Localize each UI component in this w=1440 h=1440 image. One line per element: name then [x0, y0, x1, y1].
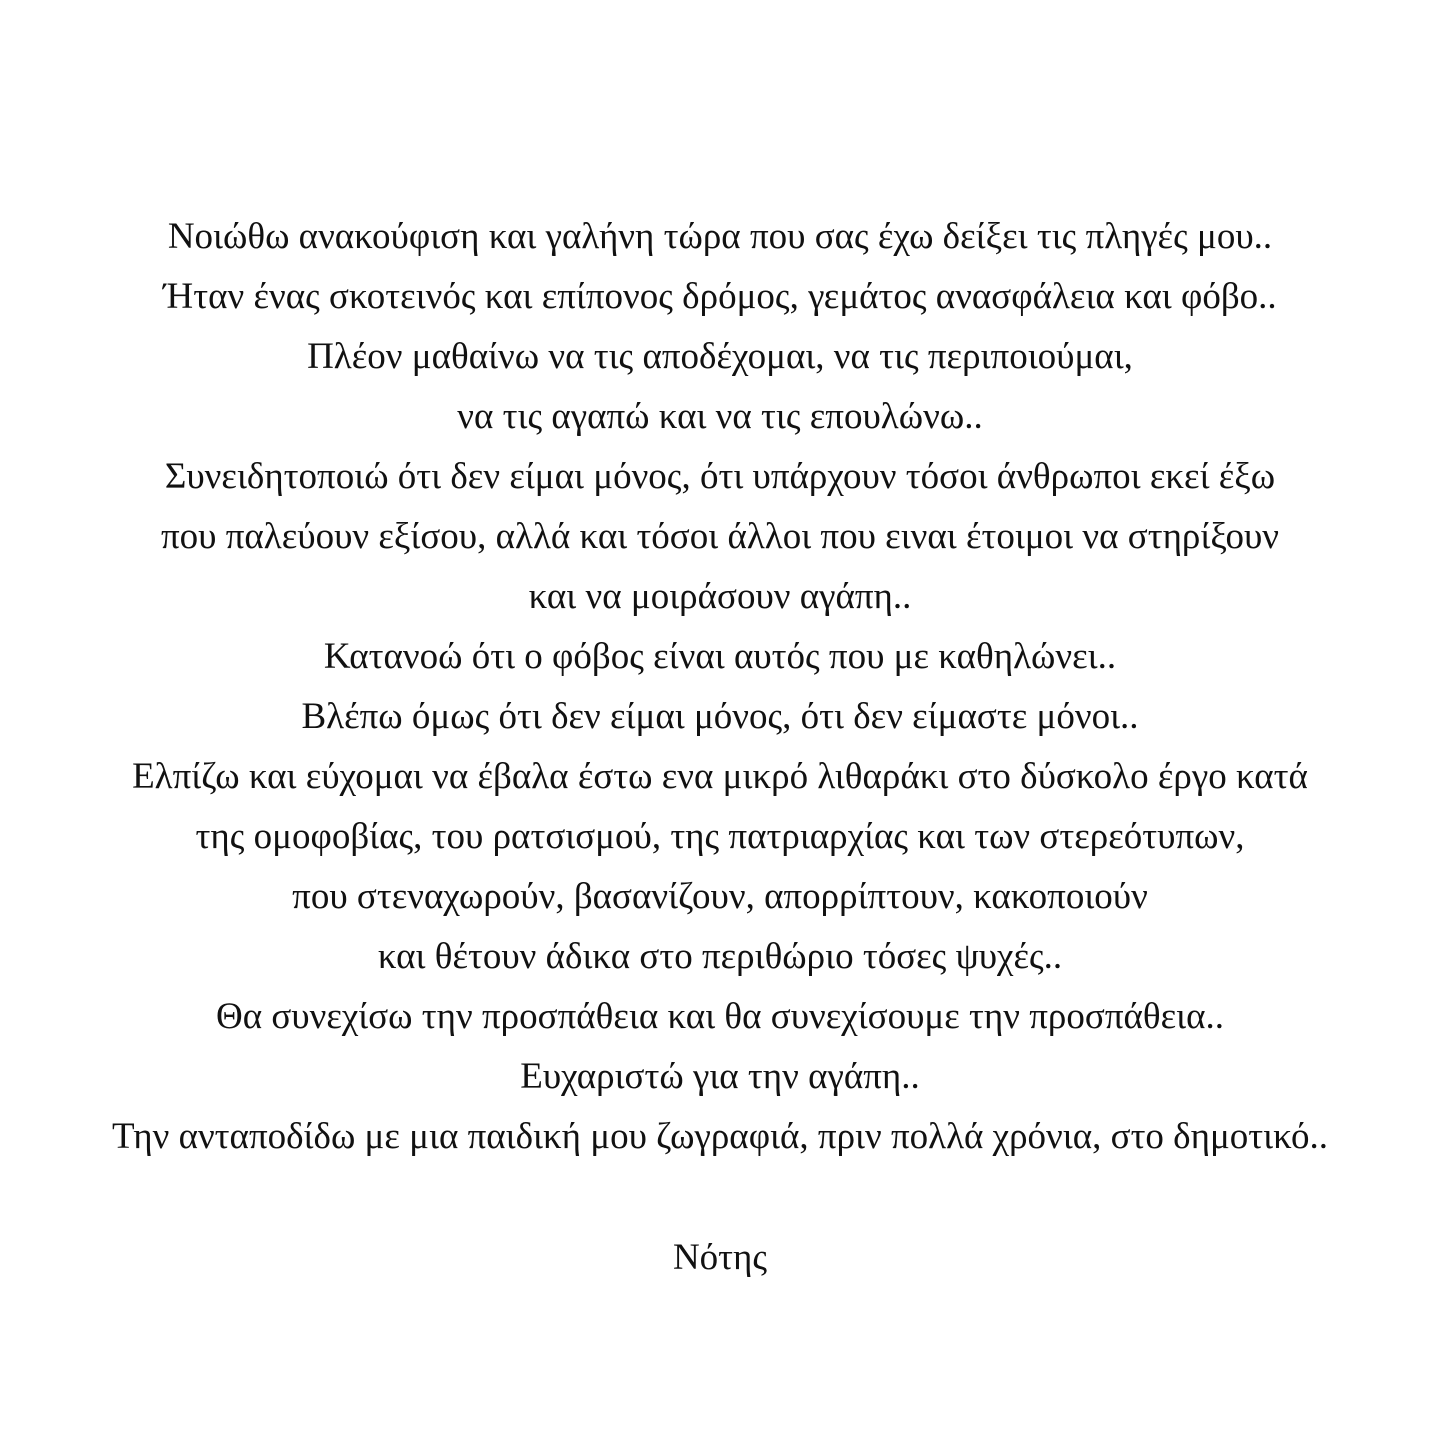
text-line: Ελπίζω και εύχομαι να έβαλα έστω ενα μικρό λιθαράκι στο δύσκολο έργο κατά: [132, 756, 1308, 797]
text-line: Βλέπω όμως ότι δεν είμαι μόνος, ότι δεν είμαστε μόνοι..: [301, 696, 1139, 737]
text-line: να τις αγαπώ και να τις επουλώνω..: [457, 396, 983, 437]
text-line: Θα συνεχίσω την προσπάθεια και θα συνεχίσουμε την προσπάθεια..: [215, 996, 1225, 1037]
text-line: Ευχαριστώ για την αγάπη..: [520, 1056, 920, 1097]
text-line: Ήταν ένας σκοτεινός και επίπονος δρόμος, γεμάτος ανασφάλεια και φόβο..: [163, 276, 1277, 317]
text-line: και να μοιράσουν αγάπη..: [528, 576, 912, 617]
signature: Νότης: [672, 1237, 768, 1278]
message-text: [0, 207, 1440, 1167]
text-line: Συνειδητοποιώ ότι δεν είμαι μόνος, ότι υπάρχουν τόσοι άνθρωποι εκεί έξω: [164, 456, 1276, 497]
text-line: που παλεύουν εξίσου, αλλά και τόσοι άλλοι που ειναι έτοιμοι να στηρίξουν: [160, 516, 1280, 557]
text-line: που στεναχωρούν, βασανίζουν, απορρίπτουν, κακοποιούν: [292, 876, 1148, 917]
text-line: Νοιώθω ανακούφιση και γαλήνη τώρα που σας έχω δείξει τις πληγές μου..: [167, 216, 1273, 257]
text-line: Κατανοώ ότι ο φόβος είναι αυτός που με καθηλώνει..: [323, 636, 1117, 677]
text-line: Πλέον μαθαίνω να τις αποδέχομαι, να τις περιποιούμαι,: [307, 336, 1133, 377]
text-line: Την ανταποδίδω με μια παιδική μου ζωγραφιά, πριν πολλά χρόνια, στο δημοτικό..: [112, 1116, 1328, 1157]
text-line: της ομοφοβίας, του ρατσισμού, της πατριαρχίας και των στερεότυπων,: [195, 816, 1245, 857]
text-line: και θέτουν άδικα στο περιθώριο τόσες ψυχές..: [377, 936, 1063, 977]
